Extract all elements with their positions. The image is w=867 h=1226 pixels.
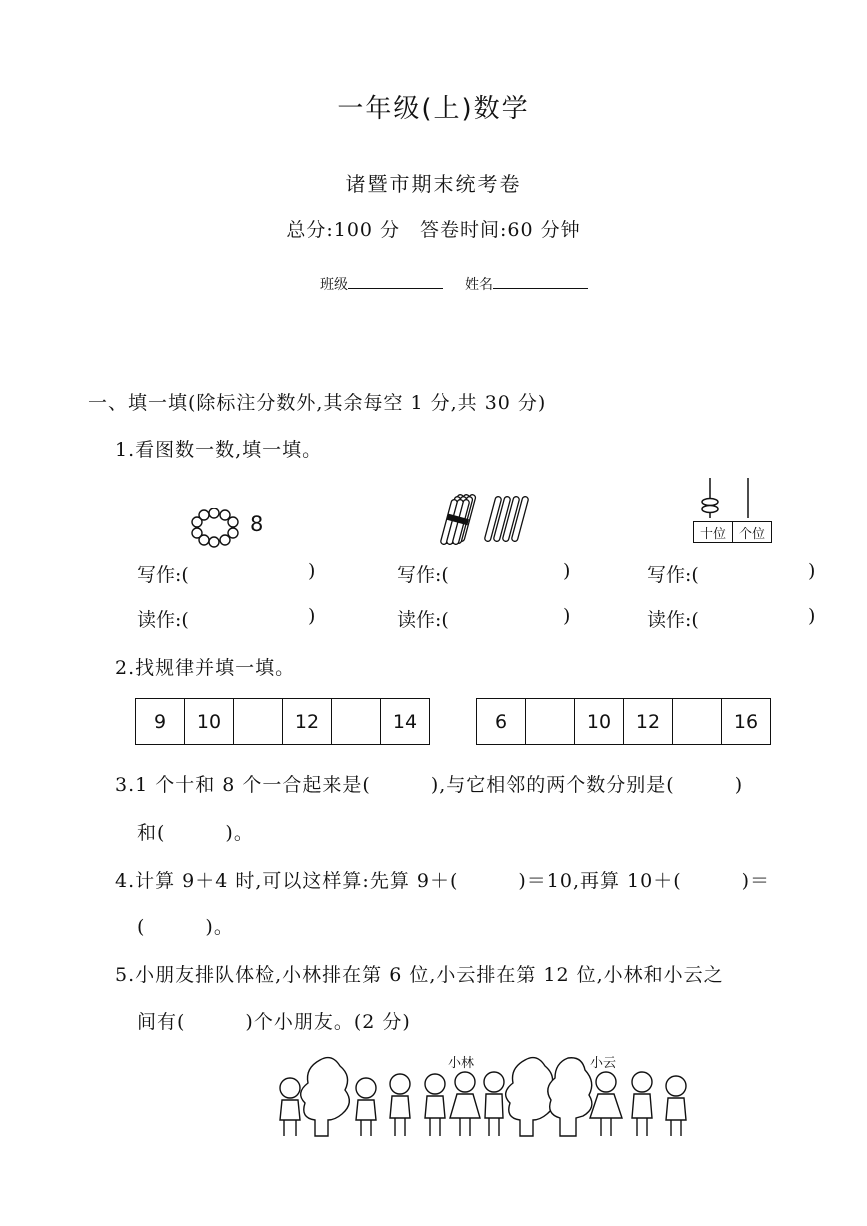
child-icon: [390, 1074, 410, 1136]
sequence-cell: 16: [733, 710, 759, 733]
sequence-blank-cell[interactable]: [673, 699, 722, 744]
place-value-box: [693, 521, 772, 543]
write-label-1: 写作:(: [137, 564, 189, 586]
exam-title: 一年级(上)数学: [337, 94, 530, 124]
children-queue-illustration: [270, 1048, 700, 1143]
class-blank[interactable]: [348, 274, 443, 289]
tree-icon: [301, 1058, 350, 1136]
beads-icon: [190, 508, 242, 548]
read-label-2: 读作:(: [397, 609, 449, 631]
name-blank[interactable]: [493, 274, 588, 289]
tens-place-label: 十位: [694, 522, 733, 542]
write-close-1: ): [308, 560, 316, 582]
read-label-1: 读作:(: [137, 609, 189, 631]
q1-text: 1.看图数一数,填一填。: [115, 439, 323, 461]
child-icon: [484, 1072, 504, 1136]
sequence-a: [135, 698, 430, 745]
name-field: [465, 274, 588, 294]
section-heading: 一、填一填(除标注分数外,其余每空 1 分,共 30 分): [88, 392, 547, 414]
tree-icon: [506, 1058, 555, 1136]
class-label: 班级: [320, 277, 348, 293]
q5-line2: 间有( )个小朋友。(2 分): [137, 1011, 411, 1033]
write-close-3: ): [808, 560, 816, 582]
child-icon: [666, 1076, 686, 1136]
child-icon: [590, 1072, 622, 1136]
q4-line1: 4.计算 9＋4 时,可以这样算:先算 9＋( )＝10,再算 10＋( )＝: [115, 870, 771, 892]
name-label: 姓名: [465, 277, 493, 293]
q4-line2: ( )。: [137, 916, 234, 938]
read-label-3: 读作:(: [647, 609, 699, 631]
sequence-cell: 12: [624, 699, 673, 744]
sequence-b: [476, 698, 771, 745]
write-label-3: 写作:(: [647, 564, 699, 586]
write-label-2: 写作:(: [397, 564, 449, 586]
sequence-cell: 10: [185, 699, 234, 744]
write-close-2: ): [563, 560, 571, 582]
child-icon: [632, 1072, 652, 1136]
sticks-icon: [438, 490, 533, 548]
sequence-cell: 14: [392, 710, 418, 733]
sequence-blank-cell[interactable]: [526, 699, 575, 744]
sequence-blank-cell[interactable]: [332, 699, 381, 744]
q3-line1: 3.1 个十和 8 个一合起来是( ),与它相邻的两个数分别是( ): [115, 774, 744, 796]
q5-line1: 5.小朋友排队体检,小林排在第 6 位,小云排在第 12 位,小林和小云之: [115, 964, 724, 986]
exam-meta: 总分:100 分 答卷时间:60 分钟: [286, 219, 581, 241]
sequence-cell: 9: [136, 699, 185, 744]
q2-text: 2.找规律并填一填。: [115, 657, 296, 679]
ones-place-label: 个位: [738, 526, 765, 542]
tree-icon: [548, 1058, 592, 1136]
sequence-cell: 12: [283, 699, 332, 744]
class-field: [320, 274, 443, 294]
child-icon: [425, 1074, 445, 1136]
child-icon: [450, 1072, 480, 1136]
read-close-2: ): [563, 605, 571, 627]
bead-count-label: 8: [250, 512, 264, 536]
sequence-cell: 6: [477, 699, 526, 744]
sequence-cell: 10: [575, 699, 624, 744]
q3-line2: 和( )。: [137, 822, 254, 844]
exam-subtitle: 诸暨市期末统考卷: [345, 172, 522, 196]
xiaolin-label: 小林: [448, 1056, 475, 1071]
read-close-3: ): [808, 605, 816, 627]
abacus-icon: [690, 476, 774, 520]
child-icon: [356, 1078, 376, 1136]
read-close-1: ): [308, 605, 316, 627]
sequence-blank-cell[interactable]: [234, 699, 283, 744]
xiaoyun-label: 小云: [590, 1056, 617, 1071]
child-icon: [280, 1078, 300, 1136]
